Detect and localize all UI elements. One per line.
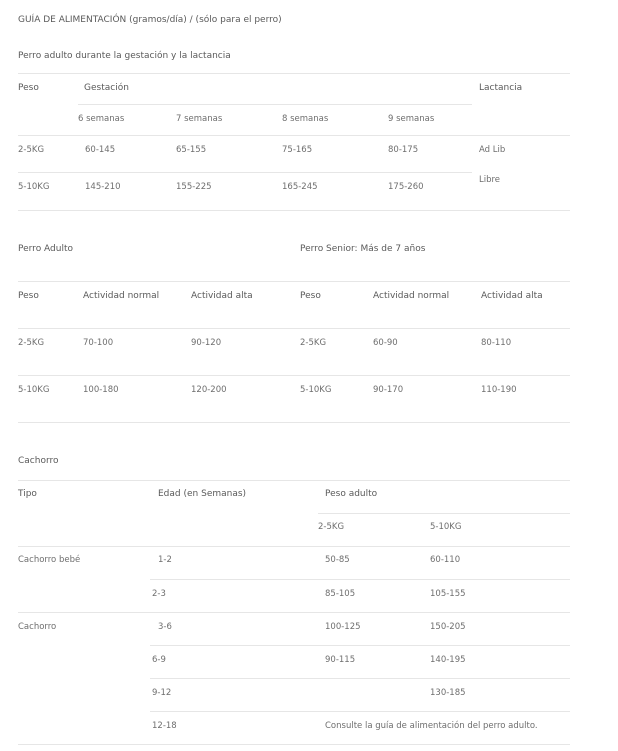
table-cell: 100-125 — [325, 622, 361, 632]
table-cell: 5-10KG — [18, 385, 50, 395]
table-cell: 50-85 — [325, 555, 350, 565]
divider — [150, 711, 570, 712]
adult-col-header: Peso — [18, 291, 39, 301]
puppy-subheader: 5-10KG — [430, 522, 462, 532]
table-cell: 60-145 — [85, 145, 116, 155]
table-cell: 175-260 — [388, 182, 424, 192]
gestation-col-gestacion: Gestación — [84, 83, 129, 93]
gestation-col-lactancia: Lactancia — [479, 83, 523, 93]
table-cell: 145-210 — [85, 182, 121, 192]
divider — [18, 328, 570, 329]
divider — [18, 172, 472, 173]
puppy-col-edad: Edad (en Semanas) — [158, 489, 247, 499]
adult-col-header: Actividad normal — [83, 291, 160, 301]
page-title: GUÍA DE ALIMENTACIÓN (gramos/día) / (sólo para el perro) — [18, 15, 282, 25]
week-header: 7 semanas — [176, 114, 223, 124]
lactancia-value: Ad Lib — [479, 145, 506, 155]
week-header: 8 semanas — [282, 114, 329, 124]
gestation-caption: Perro adulto durante la gestación y la lactancia — [18, 51, 231, 61]
adult-col-header: Actividad alta — [191, 291, 253, 301]
puppy-subheader: 2-5KG — [318, 522, 345, 532]
adult-caption: Perro Adulto — [18, 244, 74, 254]
divider — [78, 104, 472, 105]
senior-caption: Perro Senior: Más de 7 años — [300, 244, 426, 254]
divider — [18, 210, 570, 211]
senior-col-header: Actividad alta — [481, 291, 543, 301]
table-cell: 2-5KG — [300, 338, 327, 348]
table-cell: 90-115 — [325, 655, 356, 665]
divider — [18, 281, 570, 282]
table-cell: 65-155 — [176, 145, 207, 155]
puppy-col-peso-adulto: Peso adulto — [325, 489, 378, 499]
divider — [18, 375, 570, 376]
puppy-edad: 1-2 — [158, 555, 172, 565]
puppy-edad: 3-6 — [158, 622, 172, 632]
divider — [18, 546, 570, 547]
divider — [18, 612, 570, 613]
table-cell: 85-105 — [325, 589, 356, 599]
divider — [18, 73, 570, 74]
divider — [18, 744, 570, 745]
table-cell: 165-245 — [282, 182, 318, 192]
table-cell: 110-190 — [481, 385, 517, 395]
divider — [18, 480, 570, 481]
gestation-col-peso: Peso — [18, 83, 39, 93]
table-cell: 80-110 — [481, 338, 512, 348]
puppy-caption: Cachorro — [18, 456, 59, 466]
table-cell: 120-200 — [191, 385, 227, 395]
table-cell: 90-120 — [191, 338, 222, 348]
divider — [150, 678, 570, 679]
table-cell: 105-155 — [430, 589, 466, 599]
divider — [18, 422, 570, 423]
divider — [150, 645, 570, 646]
table-cell: 5-10KG — [300, 385, 332, 395]
table-cell: 100-180 — [83, 385, 119, 395]
puppy-col-tipo: Tipo — [18, 489, 37, 499]
divider — [150, 579, 570, 580]
table-cell: 90-170 — [373, 385, 404, 395]
puppy-edad: 6-9 — [152, 655, 166, 665]
senior-col-header: Actividad normal — [373, 291, 450, 301]
table-cell-peso: 5-10KG — [18, 182, 50, 192]
puppy-tipo: Cachorro — [18, 622, 57, 632]
week-header: 9 semanas — [388, 114, 435, 124]
table-cell: 60-90 — [373, 338, 398, 348]
table-cell: 60-110 — [430, 555, 461, 565]
table-cell: 155-225 — [176, 182, 212, 192]
puppy-edad: 12-18 — [152, 721, 177, 731]
table-cell: 2-5KG — [18, 338, 45, 348]
lactancia-value: Libre — [479, 175, 501, 185]
puppy-edad: 2-3 — [152, 589, 166, 599]
table-cell: 150-205 — [430, 622, 466, 632]
table-cell: 70-100 — [83, 338, 114, 348]
senior-col-header: Peso — [300, 291, 321, 301]
divider — [318, 513, 570, 514]
puppy-edad: 9-12 — [152, 688, 172, 698]
puppy-tipo: Cachorro bebé — [18, 555, 81, 565]
divider — [18, 135, 570, 136]
table-cell: 75-165 — [282, 145, 313, 155]
week-header: 6 semanas — [78, 114, 125, 124]
table-cell: 130-185 — [430, 688, 466, 698]
table-cell-peso: 2-5KG — [18, 145, 45, 155]
table-cell: 140-195 — [430, 655, 466, 665]
table-cell: 80-175 — [388, 145, 419, 155]
puppy-note: Consulte la guía de alimentación del perro adulto. — [325, 721, 538, 731]
